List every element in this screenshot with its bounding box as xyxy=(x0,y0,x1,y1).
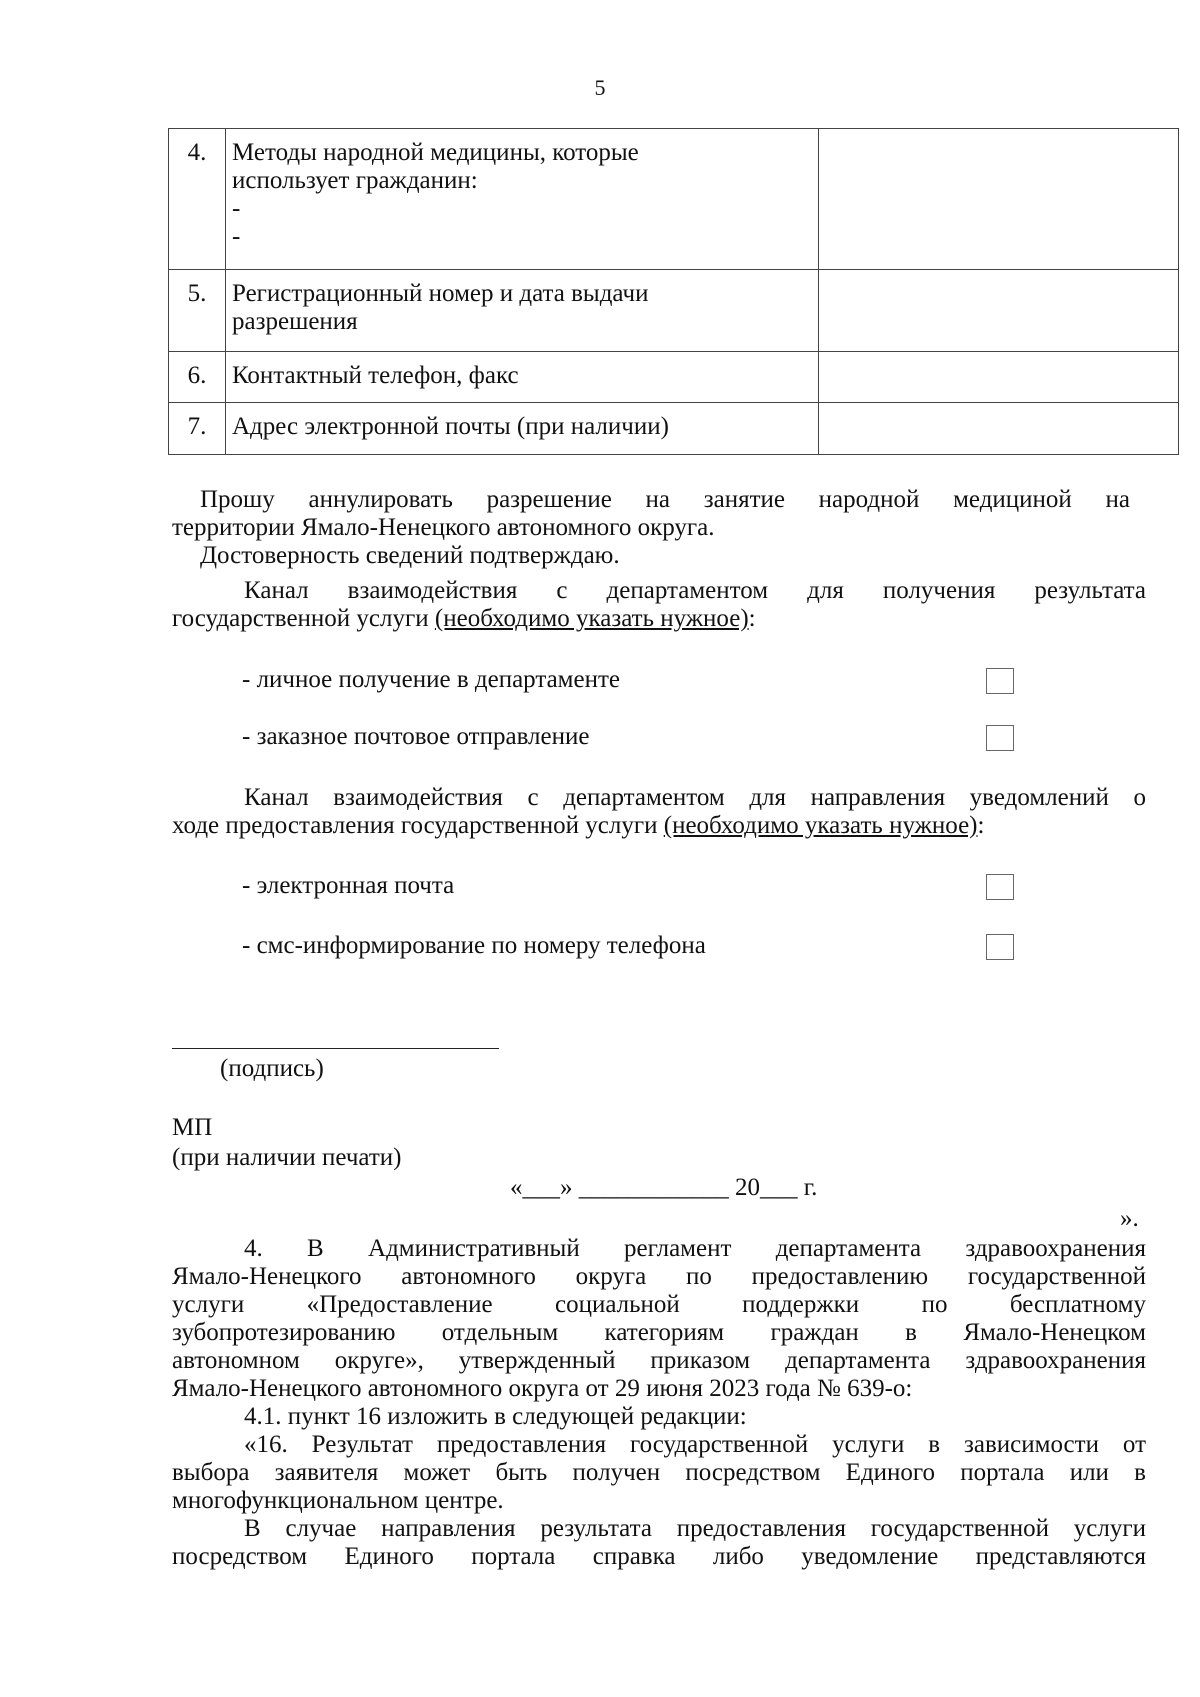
row-label: Адрес электронной почты (при наличии) xyxy=(226,403,819,455)
channel-notice-paragraph: Канал взаимодействия с департаментом для направления уведомлений о ходе предоставления государственной услуги (необходимо указать нужное): xyxy=(172,784,1146,839)
registered-mail-checkbox[interactable] xyxy=(986,725,1014,751)
row-number: 7. xyxy=(169,403,226,455)
channel-result-paragraph: Канал взаимодействия с департаментом для получения результата государственной услуги (необходимо указать нужное): xyxy=(172,577,1146,632)
row-number: 6. xyxy=(169,352,226,403)
sms-checkbox[interactable] xyxy=(986,934,1014,960)
row-value xyxy=(819,403,1179,455)
table-row xyxy=(169,270,1179,352)
request-paragraph: Прошу аннулировать разрешение на занятие народной медициной на территории Ямало-Ненецкого автономного округа. Достоверность сведений подтверждаю. xyxy=(172,486,1130,569)
row-value xyxy=(819,270,1179,352)
row-value xyxy=(819,129,1179,270)
sub-item: 4.1. пункт 16 изложить в следующей редакции: xyxy=(244,1403,747,1430)
note-underlined: (необходимо указать нужное) xyxy=(434,605,749,632)
stamp-label: МП xyxy=(172,1114,213,1141)
closing-quote: ». xyxy=(1120,1205,1139,1232)
applicant-info-table xyxy=(168,128,1179,455)
option-sms-label: - смс-информирование по номеру телефона xyxy=(242,932,706,959)
row-label: Регистрационный номер и дата выдачи разрешения xyxy=(226,270,819,352)
option-email-label: - электронная почта xyxy=(242,872,455,899)
page-number: 5 xyxy=(594,75,606,100)
row-value xyxy=(819,352,1179,403)
table-row xyxy=(169,403,1179,455)
row-label: Контактный телефон, факс xyxy=(226,352,819,403)
table-row xyxy=(169,352,1179,403)
signature-line xyxy=(172,1048,499,1049)
option-personal-pickup-label: - личное получение в департаменте xyxy=(242,666,620,693)
date-field: «___» ____________ 20___ г. xyxy=(510,1174,818,1201)
option-registered-mail-label: - заказное почтовое отправление xyxy=(242,723,590,750)
personal-pickup-checkbox[interactable] xyxy=(986,668,1014,694)
amendment-paragraph: 4. В Административный регламент департамента здравоохранения Ямало-Ненецкого автономного округа по предоставлению государственной услуги «Предоставление социальной поддержки по бесплатному зубопротезированию отдельным категориям граждан в Ямало-Ненецком автономном округе», утвержденный приказом департамента здравоохранения Ямало-Ненецкого автономного округа от 29 июня 2023 года № 639-о: 4.1. пункт 16 изложить в следующей редакции: «16. Результат предоставления государственной услуги в зависимости от выбора заявителя может быть получен посредством Единого портала или в многофункциональном центре. В случае направления результата предоставления государственной услуги посредством Единого портала справка либо уведомление представляются xyxy=(172,1235,1146,1570)
row-label: Методы народной медицины, которые использует гражданин: - - xyxy=(226,129,819,270)
email-checkbox[interactable] xyxy=(986,874,1014,900)
row-number: 5. xyxy=(169,270,226,352)
table-row xyxy=(169,129,1179,270)
stamp-note: (при наличии печати) xyxy=(172,1144,402,1171)
note-underlined: (необходимо указать нужное) xyxy=(663,812,978,839)
row-number: 4. xyxy=(169,129,226,270)
signature-caption: (подпись) xyxy=(220,1055,324,1082)
